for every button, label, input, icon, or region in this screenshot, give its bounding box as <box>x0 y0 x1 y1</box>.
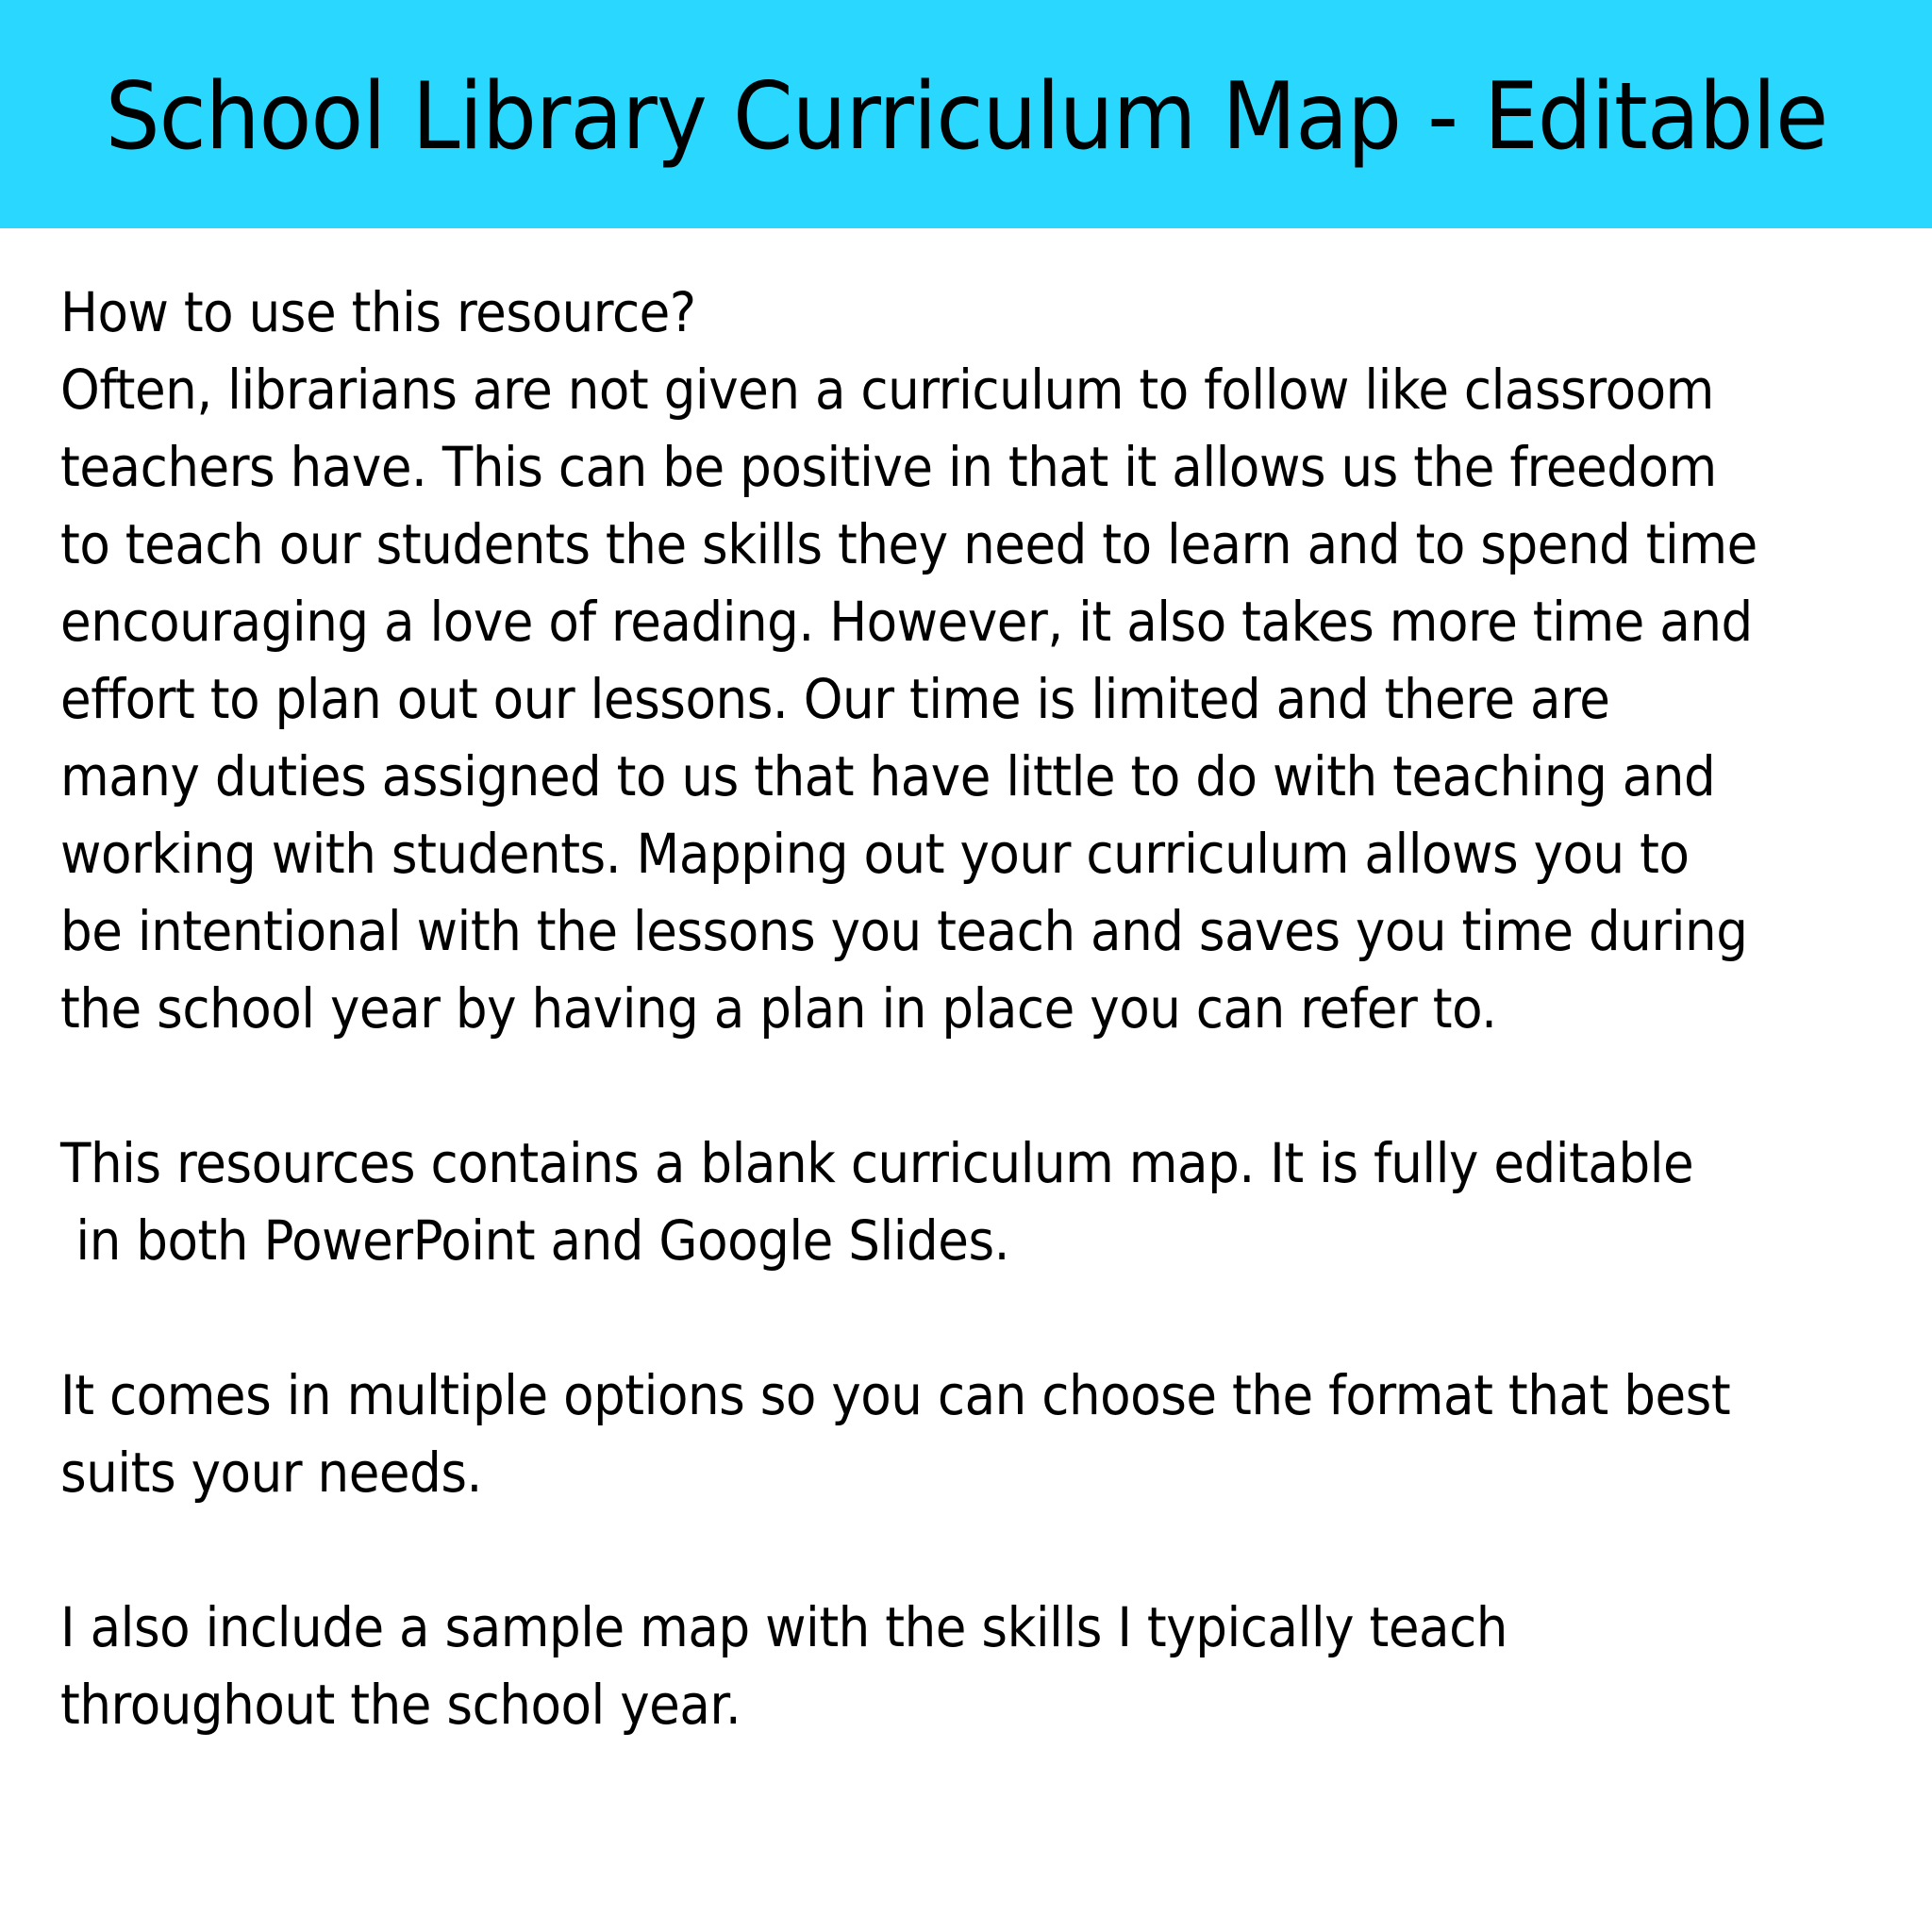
text-line: in both PowerPoint and Google Slides. <box>60 1208 1010 1273</box>
paragraph-spacer <box>60 1279 1909 1357</box>
paragraph-spacer <box>60 1047 1909 1124</box>
text-line: be intentional with the lessons you teach and saves you time during <box>60 899 1748 963</box>
text-line: to teach our students the skills they need to learn and to spend time <box>60 512 1757 576</box>
text-line: the school year by having a plan in place you can refer to. <box>60 976 1497 1041</box>
section-heading: How to use this resource? <box>60 280 696 344</box>
title-banner <box>0 0 1932 228</box>
text-line: This resources contains a blank curriculum map. It is fully editable <box>60 1131 1694 1195</box>
paragraph-spacer <box>60 1511 1909 1589</box>
text-line: I also include a sample map with the skills I typically teach <box>60 1595 1507 1659</box>
text-line: It comes in multiple options so you can choose the format that best <box>60 1363 1731 1427</box>
text-line: encouraging a love of reading. However, it also takes more time and <box>60 590 1753 654</box>
text-line: suits your needs. <box>60 1441 482 1505</box>
description-body <box>60 274 1909 1743</box>
text-line: working with students. Mapping out your curriculum allows you to <box>60 822 1690 886</box>
text-line: effort to plan out our lessons. Our time is limited and there are <box>60 667 1610 731</box>
text-line: Often, librarians are not given a curriculum to follow like classroom <box>60 358 1714 422</box>
text-line: many duties assigned to us that have little to do with teaching and <box>60 744 1716 808</box>
paragraph-options <box>60 1357 1909 1511</box>
page-title: School Library Curriculum Map - Editable <box>105 63 1827 171</box>
text-line: throughout the school year. <box>60 1673 741 1737</box>
text-line: teachers have. This can be positive in that it allows us the freedom <box>60 435 1717 499</box>
paragraph-intro <box>60 351 1909 1047</box>
paragraph-editable-info <box>60 1124 1909 1279</box>
paragraph-sample-map <box>60 1589 1909 1743</box>
